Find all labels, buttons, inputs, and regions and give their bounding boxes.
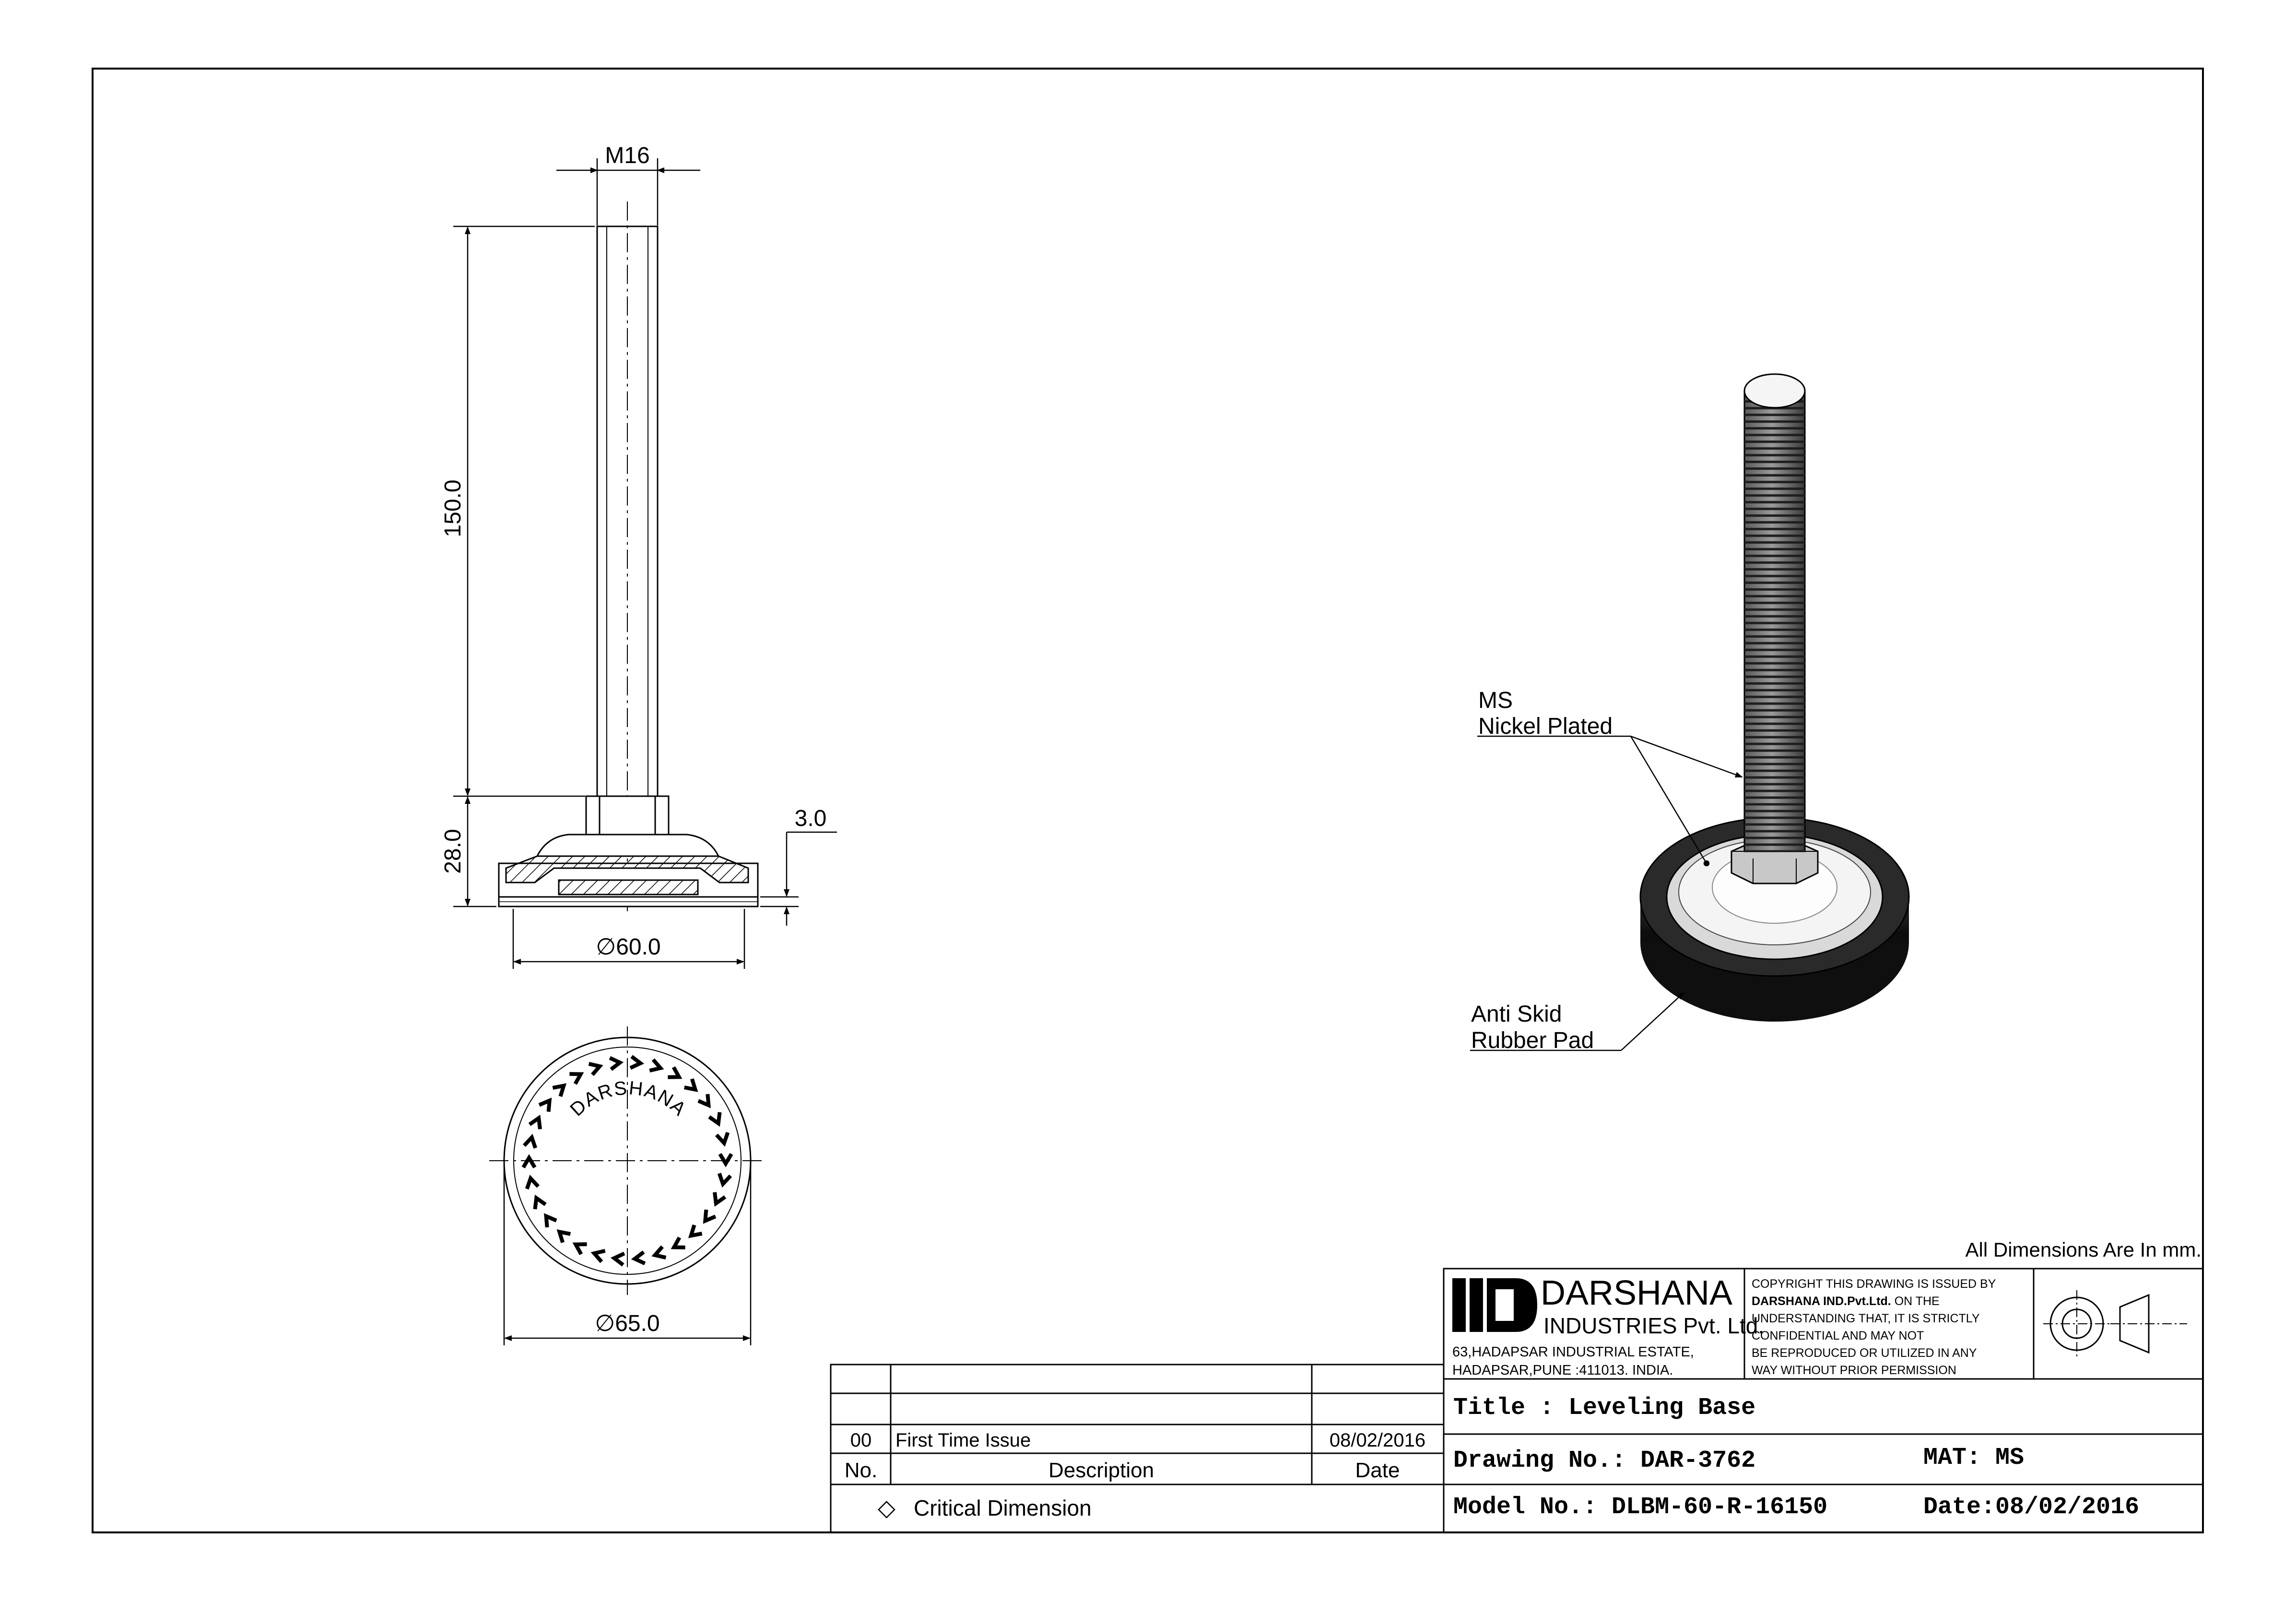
projection-symbol-icon <box>2043 1290 2187 1357</box>
critical-dimension-icon: ◇ <box>878 1495 895 1521</box>
revision-row-date: 08/02/2016 <box>1329 1430 1426 1451</box>
stud-callout-line1: MS <box>1478 688 1513 713</box>
company-subname: INDUSTRIES Pvt. Ltd. <box>1543 1313 1765 1338</box>
company-name: DARSHANA <box>1541 1274 1733 1312</box>
material: MAT: MS <box>1923 1444 2025 1472</box>
company-address-line2: HADAPSAR,PUNE :411013. INDIA. <box>1452 1363 1673 1378</box>
stud-length-label: 150.0 <box>440 479 466 538</box>
pad-diameter-label: ∅65.0 <box>595 1311 660 1336</box>
stud-callout-line2: Nickel Plated <box>1478 714 1613 739</box>
company-address-line1: 63,HADAPSAR INDUSTRIAL ESTATE, <box>1452 1344 1694 1360</box>
copyright-line6: WAY WITHOUT PRIOR PERMISSION <box>1752 1364 1956 1377</box>
units-note: All Dimensions Are In mm. <box>1965 1238 2202 1261</box>
copyright-line3: UNDERSTANDING THAT, IT IS STRICTLY <box>1752 1312 1980 1325</box>
front-view <box>499 201 758 911</box>
pad-callout-line1: Anti Skid <box>1471 1001 1562 1027</box>
bottom-logo-text: DARSHANA <box>566 1077 691 1120</box>
copyright-line1: COPYRIGHT THIS DRAWING IS ISSUED BY <box>1752 1277 1996 1291</box>
copyright-line4: CONFIDENTIAL AND MAY NOT <box>1752 1329 1924 1342</box>
isometric-view <box>1640 374 1909 1022</box>
revision-header-date: Date <box>1355 1459 1400 1482</box>
revision-row-no: 00 <box>850 1430 872 1451</box>
drawing-date: Date:08/02/2016 <box>1923 1494 2140 1521</box>
revision-row-description: First Time Issue <box>895 1430 1031 1451</box>
base-height-label: 28.0 <box>440 829 466 874</box>
critical-dimension-note: Critical Dimension <box>914 1495 1092 1520</box>
drawing-title: Title : Leveling Base <box>1453 1394 1756 1422</box>
drawing-number: Drawing No.: DAR-3762 <box>1453 1447 1756 1474</box>
copyright-line2: DARSHANA IND.Pvt.Ltd. ON THE <box>1752 1295 1940 1308</box>
revision-header-description: Description <box>1048 1459 1154 1482</box>
base-diameter-label: ∅60.0 <box>596 934 661 960</box>
thread-dimension-label: M16 <box>605 143 650 168</box>
model-number: Model No.: DLBM-60-R-16150 <box>1453 1494 1828 1521</box>
pad-thickness-label: 3.0 <box>794 806 827 831</box>
company-logo <box>1452 1278 1537 1332</box>
bottom-view <box>489 1026 765 1295</box>
revision-header-no: No. <box>844 1459 878 1482</box>
copyright-line5: BE REPRODUCED OR UTILIZED IN ANY <box>1752 1346 1977 1360</box>
pad-callout-line2: Rubber Pad <box>1471 1028 1594 1053</box>
